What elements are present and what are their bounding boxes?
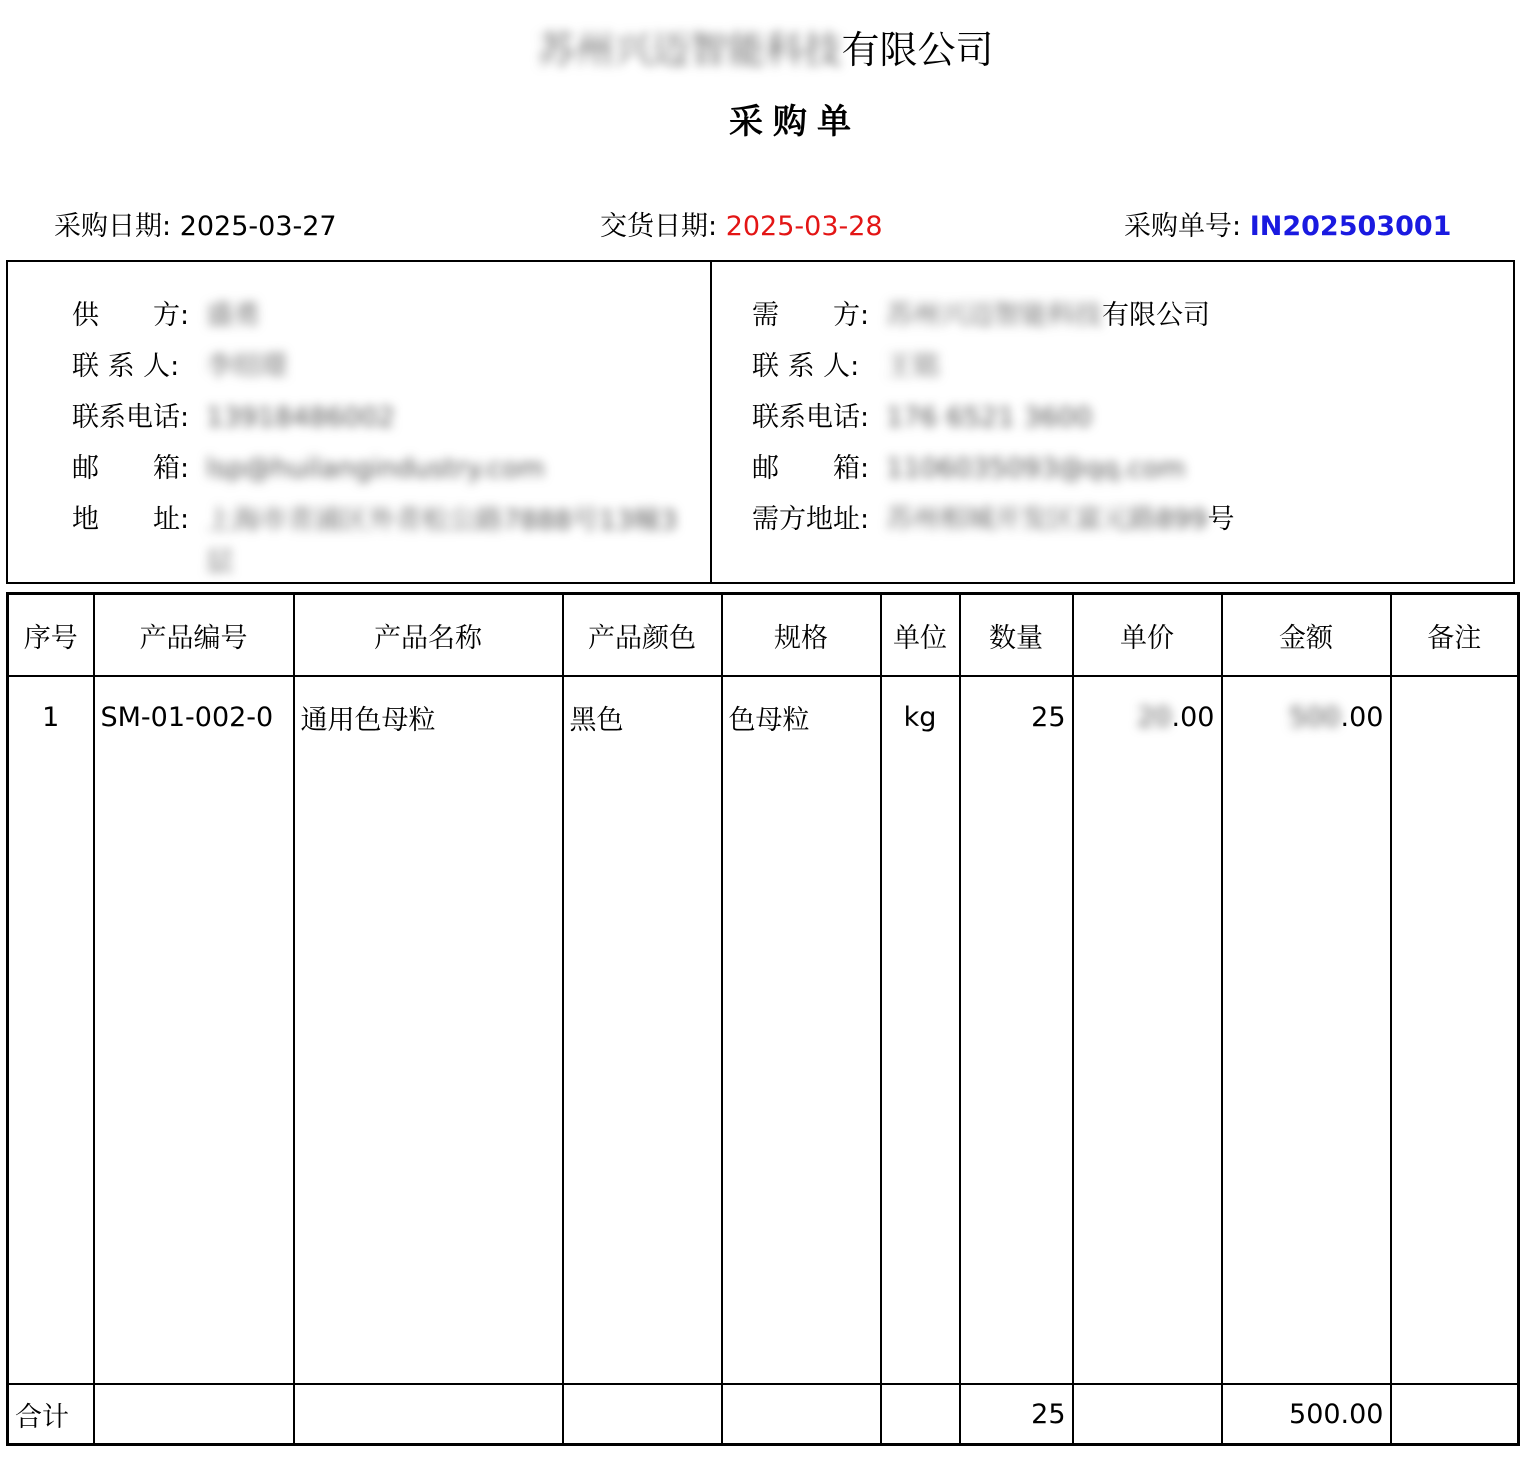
table-header-row — [8, 594, 1519, 677]
row-spec: 色母粒 — [722, 676, 881, 757]
total-empty-cell — [563, 1384, 722, 1445]
header-unit: 单位 — [881, 594, 960, 677]
row-name: 通用色母粒 — [294, 676, 563, 757]
buyer-address-value — [886, 500, 1492, 551]
supplier-email-value: lsp@huilangindustry.com — [206, 453, 545, 484]
header-color: 产品颜色 — [563, 594, 722, 677]
header-code: 产品编号 — [94, 594, 294, 677]
supplier-phone-value: 13918486002 — [206, 402, 395, 433]
total-empty-cell — [722, 1384, 881, 1445]
buyer-address-redacted: 苏州相城开发区富元路899 — [886, 504, 1208, 535]
buyer-label: 需 方: — [752, 300, 870, 331]
table-total-row — [8, 1384, 1519, 1445]
filler-cell — [294, 757, 563, 1384]
purchase-date — [54, 206, 337, 248]
filler-cell — [94, 757, 294, 1384]
filler-cell — [1391, 757, 1519, 1384]
buyer-address-row — [752, 500, 1492, 551]
buyer-contact-row — [752, 347, 1492, 398]
order-number-label: 采购单号: — [1124, 211, 1242, 242]
purchase-date-value: 2025-03-27 — [179, 211, 337, 242]
row-price-suffix: .00 — [1171, 701, 1215, 733]
header-spec: 规格 — [722, 594, 881, 677]
purchase-date-label: 采购日期: — [54, 211, 172, 242]
order-number — [1124, 206, 1451, 248]
table-row — [8, 676, 1519, 757]
header-remark: 备注 — [1391, 594, 1519, 677]
order-number-value: IN202503001 — [1249, 211, 1452, 242]
buyer-email-value: 1106035093@qq.com — [886, 453, 1186, 484]
items-table — [6, 592, 1520, 1446]
delivery-date-label: 交货日期: — [600, 211, 718, 242]
supplier-info — [72, 296, 692, 584]
header-name: 产品名称 — [294, 594, 563, 677]
supplier-value: 盛勇 — [206, 300, 260, 331]
supplier-contact-value: 李绍璟 — [206, 351, 287, 382]
supplier-address-value: 上海市青浦区外青松公路7888号13幢3层 — [206, 505, 678, 578]
buyer-email-row — [752, 449, 1492, 500]
supplier-contact-label: 联 系 人: — [72, 351, 180, 382]
document-title: 采购单 — [729, 102, 861, 142]
supplier-email-row — [72, 449, 692, 500]
total-empty-cell — [1391, 1384, 1519, 1445]
row-qty: 25 — [960, 676, 1073, 757]
buyer-name-suffix: 有限公司 — [1102, 300, 1210, 331]
supplier-contact-row — [72, 347, 692, 398]
delivery-date — [600, 206, 883, 248]
buyer-value — [886, 296, 1492, 347]
company-name-redacted: 苏州兴迈智能科技 — [537, 28, 842, 72]
filler-cell — [881, 757, 960, 1384]
supplier-address-label: 地 址: — [72, 504, 190, 535]
row-price — [1073, 676, 1222, 757]
supplier-phone-label: 联系电话: — [72, 402, 190, 433]
supplier-label: 供 方: — [72, 300, 190, 331]
total-qty: 25 — [960, 1384, 1073, 1445]
company-name-suffix: 有限公司 — [841, 28, 994, 72]
buyer-email-label: 邮 箱: — [752, 453, 870, 484]
supplier-email-label: 邮 箱: — [72, 453, 190, 484]
row-index: 1 — [8, 676, 94, 757]
row-amount-redacted: 500 — [1289, 701, 1341, 733]
buyer-address-suffix: 号 — [1207, 504, 1235, 535]
buyer-address-label: 需方地址: — [752, 504, 870, 535]
delivery-date-value: 2025-03-28 — [725, 211, 883, 242]
filler-cell — [1222, 757, 1391, 1384]
total-empty-cell — [94, 1384, 294, 1445]
header-amount: 金额 — [1222, 594, 1391, 677]
filler-cell — [722, 757, 881, 1384]
row-color: 黑色 — [563, 676, 722, 757]
filler-cell — [1073, 757, 1222, 1384]
buyer-phone-value: 176 6521 3600 — [886, 402, 1093, 433]
header-qty: 数量 — [960, 594, 1073, 677]
supplier-phone-row — [72, 398, 692, 449]
total-empty-cell — [881, 1384, 960, 1445]
company-title — [0, 22, 1531, 78]
row-price-redacted: 20 — [1137, 701, 1172, 733]
buyer-info — [752, 296, 1492, 551]
buyer-contact-value: 王铭 — [886, 351, 940, 382]
row-code: SM-01-002-0 — [94, 676, 294, 757]
buyer-row — [752, 296, 1492, 347]
buyer-phone-row — [752, 398, 1492, 449]
total-label: 合计 — [8, 1384, 94, 1445]
filler-cell — [563, 757, 722, 1384]
buyer-phone-label: 联系电话: — [752, 402, 870, 433]
row-amount — [1222, 676, 1391, 757]
party-info-box — [6, 260, 1515, 584]
supplier-address-row — [72, 500, 692, 584]
buyer-name-redacted: 苏州兴迈智能科技 — [886, 300, 1102, 331]
party-divider — [710, 262, 712, 582]
filler-cell — [960, 757, 1073, 1384]
table-filler-row — [8, 757, 1519, 1384]
row-unit: kg — [881, 676, 960, 757]
supplier-row — [72, 296, 692, 347]
buyer-contact-label: 联 系 人: — [752, 351, 860, 382]
header-price: 单价 — [1073, 594, 1222, 677]
header-index: 序号 — [8, 594, 94, 677]
row-remark — [1391, 676, 1519, 757]
total-empty-cell — [1073, 1384, 1222, 1445]
total-amount: 500.00 — [1222, 1384, 1391, 1445]
total-empty-cell — [294, 1384, 563, 1445]
row-amount-suffix: .00 — [1340, 701, 1384, 733]
filler-cell — [8, 757, 94, 1384]
